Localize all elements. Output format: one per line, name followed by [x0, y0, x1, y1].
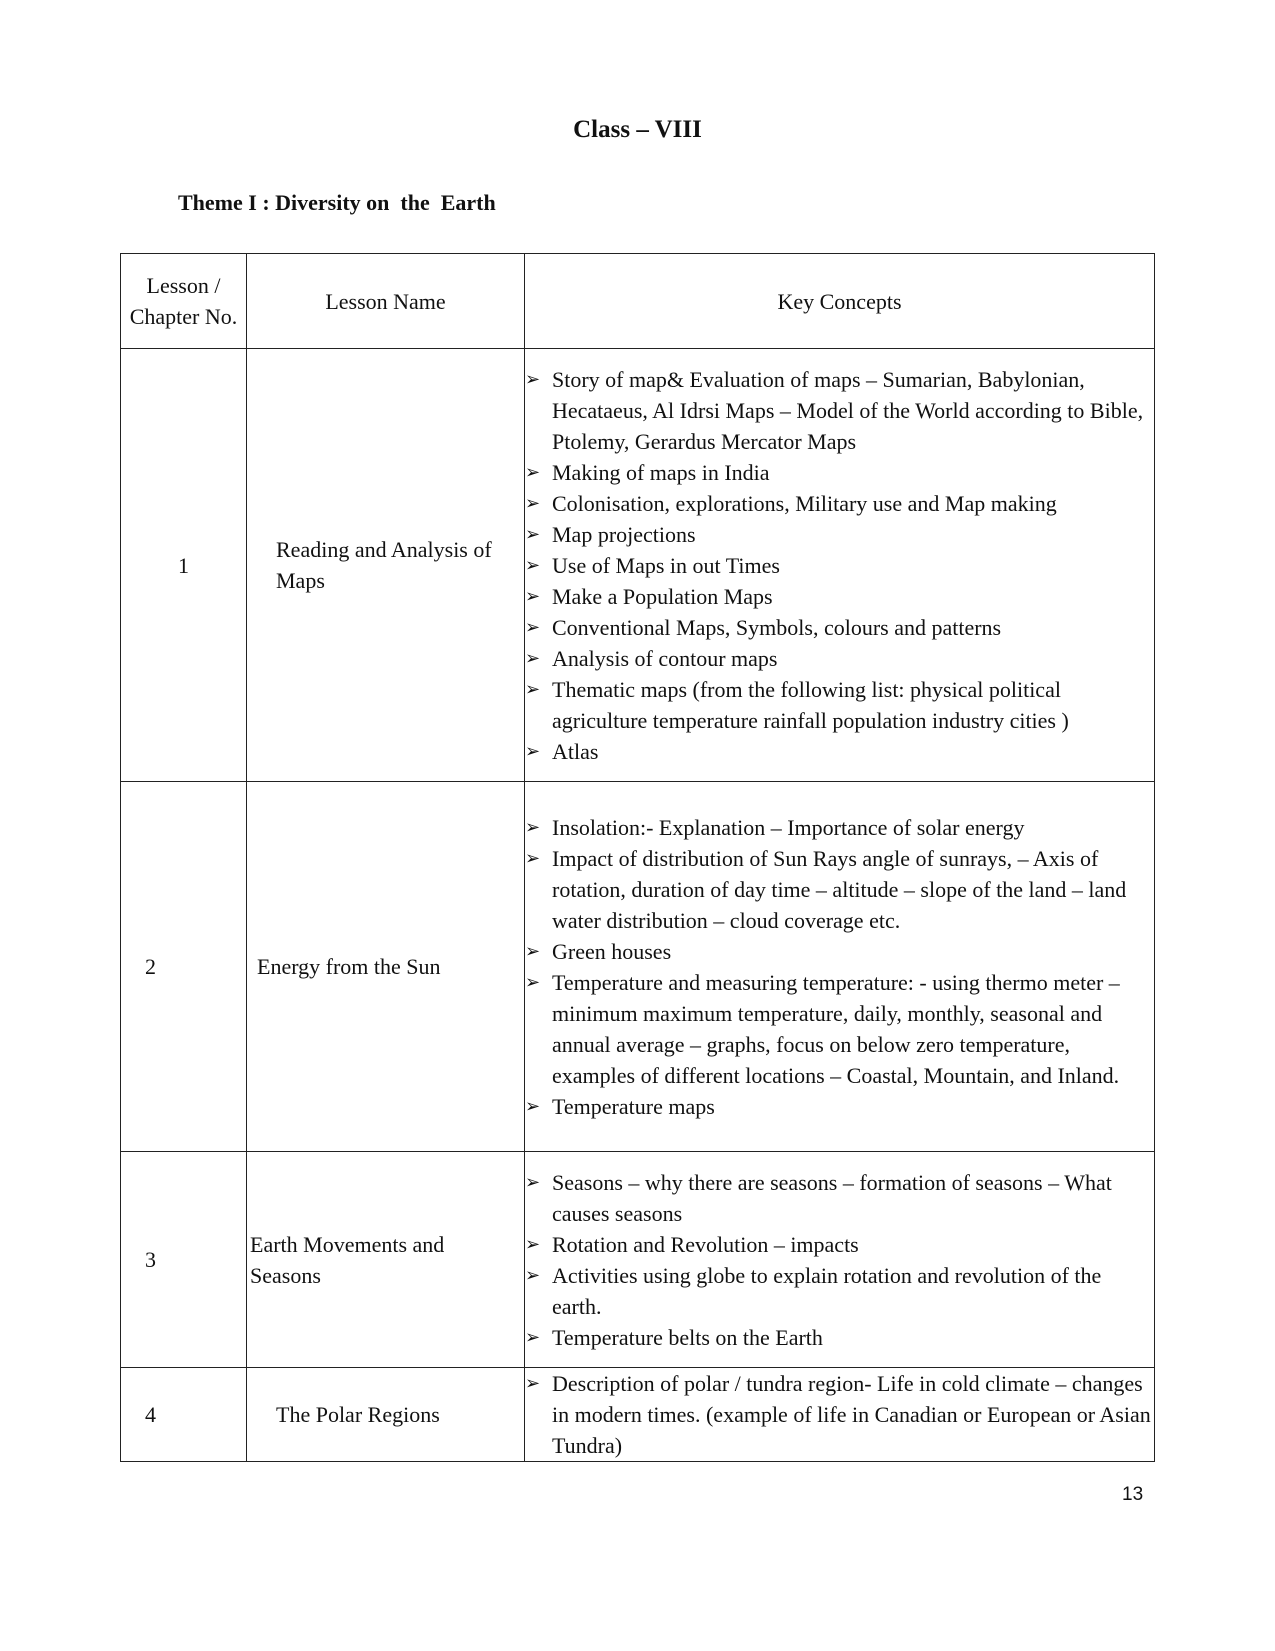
- arrow-bullet-icon: ➢: [525, 523, 541, 545]
- syllabus-table: [120, 253, 1155, 1462]
- arrow-bullet-icon: ➢: [525, 492, 541, 514]
- lesson-name: Reading and Analysis of Maps: [247, 349, 525, 782]
- arrow-bullet-icon: ➢: [525, 740, 541, 762]
- concept-item: [525, 1260, 1154, 1322]
- concept-text: Insolation:- Explanation – Importance of solar energy: [552, 814, 1025, 840]
- arrow-bullet-icon: ➢: [525, 940, 541, 962]
- table-row: [121, 1368, 1155, 1462]
- lesson-number: 1: [121, 349, 247, 782]
- concept-item: [525, 812, 1154, 843]
- arrow-bullet-icon: ➢: [525, 1373, 541, 1394]
- concept-item: [525, 1229, 1154, 1260]
- lesson-name: The Polar Regions: [247, 1368, 525, 1462]
- concept-item: [525, 643, 1154, 674]
- concept-list: [525, 812, 1154, 1122]
- header-key-concepts: Key Concepts: [525, 254, 1155, 349]
- concept-list: [525, 1167, 1154, 1353]
- table-row: [121, 1152, 1155, 1368]
- lesson-number: 4: [121, 1368, 247, 1462]
- theme-title: Theme I : Diversity on the Earth: [178, 190, 496, 215]
- concept-item: [525, 581, 1154, 612]
- arrow-bullet-icon: ➢: [525, 461, 541, 483]
- arrow-bullet-icon: ➢: [525, 1264, 541, 1286]
- concept-item: [525, 1091, 1154, 1122]
- concept-item: [525, 550, 1154, 581]
- key-concepts: [525, 1368, 1155, 1462]
- concept-text: Conventional Maps, Symbols, colours and patterns: [552, 614, 1002, 640]
- arrow-bullet-icon: ➢: [525, 368, 541, 390]
- key-concepts: [525, 1152, 1155, 1368]
- concept-text: Story of map& Evaluation of maps – Sumarian, Babylonian, Hecataeus, Al Idrsi Maps – Model of the World according to Bible, Ptolemy, Gerardus Mercator Maps: [552, 366, 1144, 454]
- header-lesson-name: Lesson Name: [247, 254, 525, 349]
- concept-text: Description of polar / tundra region- Life in cold climate – changes in modern times. (example of life in Canadian or European or Asian Tundra): [552, 1371, 1151, 1458]
- concept-text: Map projections: [552, 521, 696, 547]
- table-header-row: [121, 254, 1155, 349]
- arrow-bullet-icon: ➢: [525, 1171, 541, 1193]
- arrow-bullet-icon: ➢: [525, 1326, 541, 1348]
- key-concepts: [525, 349, 1155, 782]
- concept-text: Temperature and measuring temperature: - using thermo meter – minimum maximum temperature, daily, monthly, seasonal and annual average – graphs, focus on below zero temperature, examples of different locations – Coastal, Mountain, and Inland.: [552, 969, 1120, 1088]
- concept-item: [525, 1368, 1154, 1461]
- arrow-bullet-icon: ➢: [525, 816, 541, 838]
- table-row: [121, 782, 1155, 1152]
- arrow-bullet-icon: ➢: [525, 971, 541, 993]
- lesson-number: 3: [121, 1152, 247, 1368]
- concept-text: Analysis of contour maps: [552, 645, 778, 671]
- concept-text: Colonisation, explorations, Military use and Map making: [552, 490, 1057, 516]
- concept-item: [525, 936, 1154, 967]
- arrow-bullet-icon: ➢: [525, 1095, 541, 1117]
- concept-item: [525, 364, 1154, 457]
- concept-item: [525, 967, 1154, 1091]
- concept-item: [525, 488, 1154, 519]
- concept-item: [525, 674, 1154, 736]
- concept-item: [525, 519, 1154, 550]
- arrow-bullet-icon: ➢: [525, 585, 541, 607]
- concept-text: Impact of distribution of Sun Rays angle of sunrays, – Axis of rotation, duration of day time – altitude – slope of the land – land water distribution – cloud coverage etc.: [552, 845, 1127, 933]
- concept-text: Make a Population Maps: [552, 583, 773, 609]
- lesson-name: Energy from the Sun: [247, 782, 525, 1152]
- arrow-bullet-icon: ➢: [525, 1233, 541, 1255]
- concept-text: Green houses: [552, 938, 672, 964]
- concept-list: [525, 1368, 1154, 1461]
- concept-text: Temperature maps: [552, 1093, 715, 1119]
- arrow-bullet-icon: ➢: [525, 678, 541, 700]
- header-lesson-number: Lesson / Chapter No.: [121, 254, 247, 349]
- concept-text: Use of Maps in out Times: [552, 552, 780, 578]
- concept-text: Atlas: [552, 738, 599, 764]
- arrow-bullet-icon: ➢: [525, 616, 541, 638]
- page-number: 13: [1122, 1484, 1144, 1505]
- concept-text: Rotation and Revolution – impacts: [552, 1231, 859, 1257]
- lesson-name: Earth Movements and Seasons: [247, 1152, 525, 1368]
- arrow-bullet-icon: ➢: [525, 647, 541, 669]
- concept-text: Making of maps in India: [552, 459, 770, 485]
- arrow-bullet-icon: ➢: [525, 847, 541, 869]
- concept-item: [525, 457, 1154, 488]
- concept-item: [525, 1167, 1154, 1229]
- arrow-bullet-icon: ➢: [525, 554, 541, 576]
- key-concepts: [525, 782, 1155, 1152]
- concept-text: Activities using globe to explain rotation and revolution of the earth.: [552, 1262, 1102, 1319]
- concept-text: Thematic maps (from the following list: physical political agriculture temperature rainfall population industry cities ): [552, 676, 1069, 733]
- concept-item: [525, 843, 1154, 936]
- concept-item: [525, 736, 1154, 767]
- concept-text: Temperature belts on the Earth: [552, 1324, 823, 1350]
- concept-text: Seasons – why there are seasons – formation of seasons – What causes seasons: [552, 1169, 1112, 1226]
- concept-item: [525, 1322, 1154, 1353]
- concept-list: [525, 364, 1154, 767]
- table-row: [121, 349, 1155, 782]
- page-title: Class – VIII: [573, 116, 702, 143]
- lesson-number: 2: [121, 782, 247, 1152]
- concept-item: [525, 612, 1154, 643]
